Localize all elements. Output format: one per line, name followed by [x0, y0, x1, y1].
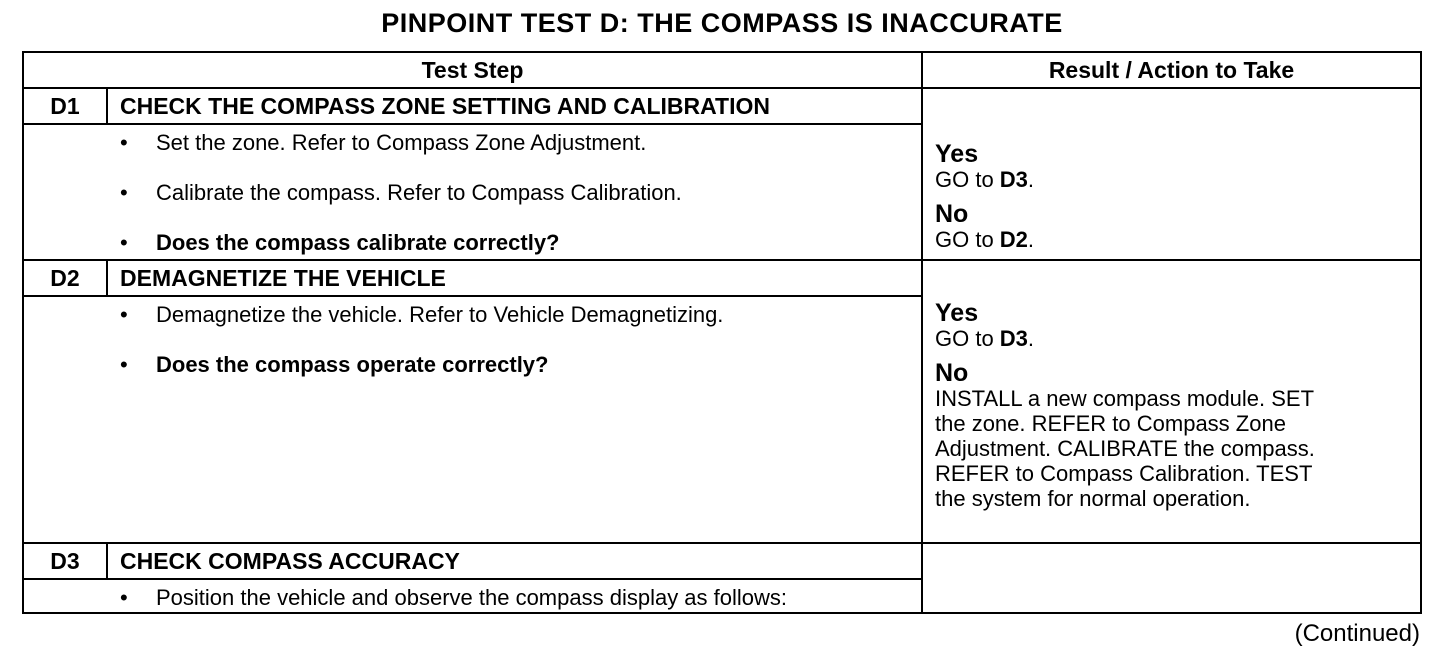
yes-label: Yes: [935, 140, 979, 168]
yes-action: GO to D3.: [935, 326, 1035, 351]
continued-label: (Continued): [1294, 620, 1420, 647]
no-action: GO to D2.: [935, 227, 1035, 252]
no-action-line: REFER to Compass Calibration. TEST: [935, 461, 1313, 486]
step-title-divider: [24, 295, 921, 297]
bullet-glyph: •: [120, 180, 128, 205]
step-id-divider: [106, 261, 108, 296]
step-title: CHECK THE COMPASS ZONE SETTING AND CALIBRATION: [120, 93, 770, 119]
bullet-glyph: •: [120, 302, 128, 327]
row-divider: [24, 542, 1420, 544]
result-d1: [935, 141, 1034, 252]
step-title-divider: [24, 578, 921, 580]
no-label: No: [935, 359, 969, 387]
bullet-glyph: •: [120, 352, 128, 377]
step-id: D3: [50, 548, 80, 574]
row-divider: [24, 259, 1420, 261]
step-question: • Does the compass calibrate correctly?: [120, 230, 560, 255]
step-bullet: • Position the vehicle and observe the compass display as follows:: [120, 585, 788, 610]
step-id: D1: [50, 93, 80, 119]
no-action-line: INSTALL a new compass module. SET: [935, 386, 1315, 411]
pinpoint-test-table: [22, 51, 1422, 614]
no-action-line: the zone. REFER to Compass Zone: [935, 411, 1286, 436]
no-action-line: the system for normal operation.: [935, 486, 1251, 511]
bullet-glyph: •: [120, 230, 128, 255]
step-title-divider: [24, 123, 921, 125]
result-d2: [935, 300, 1315, 511]
step-question: • Does the compass operate correctly?: [120, 352, 549, 377]
column-divider: [921, 53, 923, 612]
yes-action: GO to D3.: [935, 167, 1035, 192]
step-title: CHECK COMPASS ACCURACY: [120, 548, 460, 574]
step-id-divider: [106, 89, 108, 124]
step-title: DEMAGNETIZE THE VEHICLE: [120, 265, 446, 291]
step-id: D2: [50, 265, 80, 291]
page-title: PINPOINT TEST D: THE COMPASS IS INACCURATE: [381, 8, 1063, 38]
step-bullet: • Set the zone. Refer to Compass Zone Adjustment.: [120, 130, 647, 155]
step-bullet: • Demagnetize the vehicle. Refer to Vehicle Demagnetizing.: [120, 302, 724, 327]
bullet-glyph: •: [120, 130, 128, 155]
bullet-glyph: •: [120, 585, 128, 610]
yes-label: Yes: [935, 299, 979, 327]
no-label: No: [935, 200, 969, 228]
header-result: Result / Action to Take: [1048, 57, 1295, 83]
step-id-divider: [106, 544, 108, 579]
no-action-line: Adjustment. CALIBRATE the compass.: [935, 436, 1315, 461]
step-bullet: • Calibrate the compass. Refer to Compass Calibration.: [120, 180, 682, 205]
header-test-step: Test Step: [421, 57, 524, 83]
